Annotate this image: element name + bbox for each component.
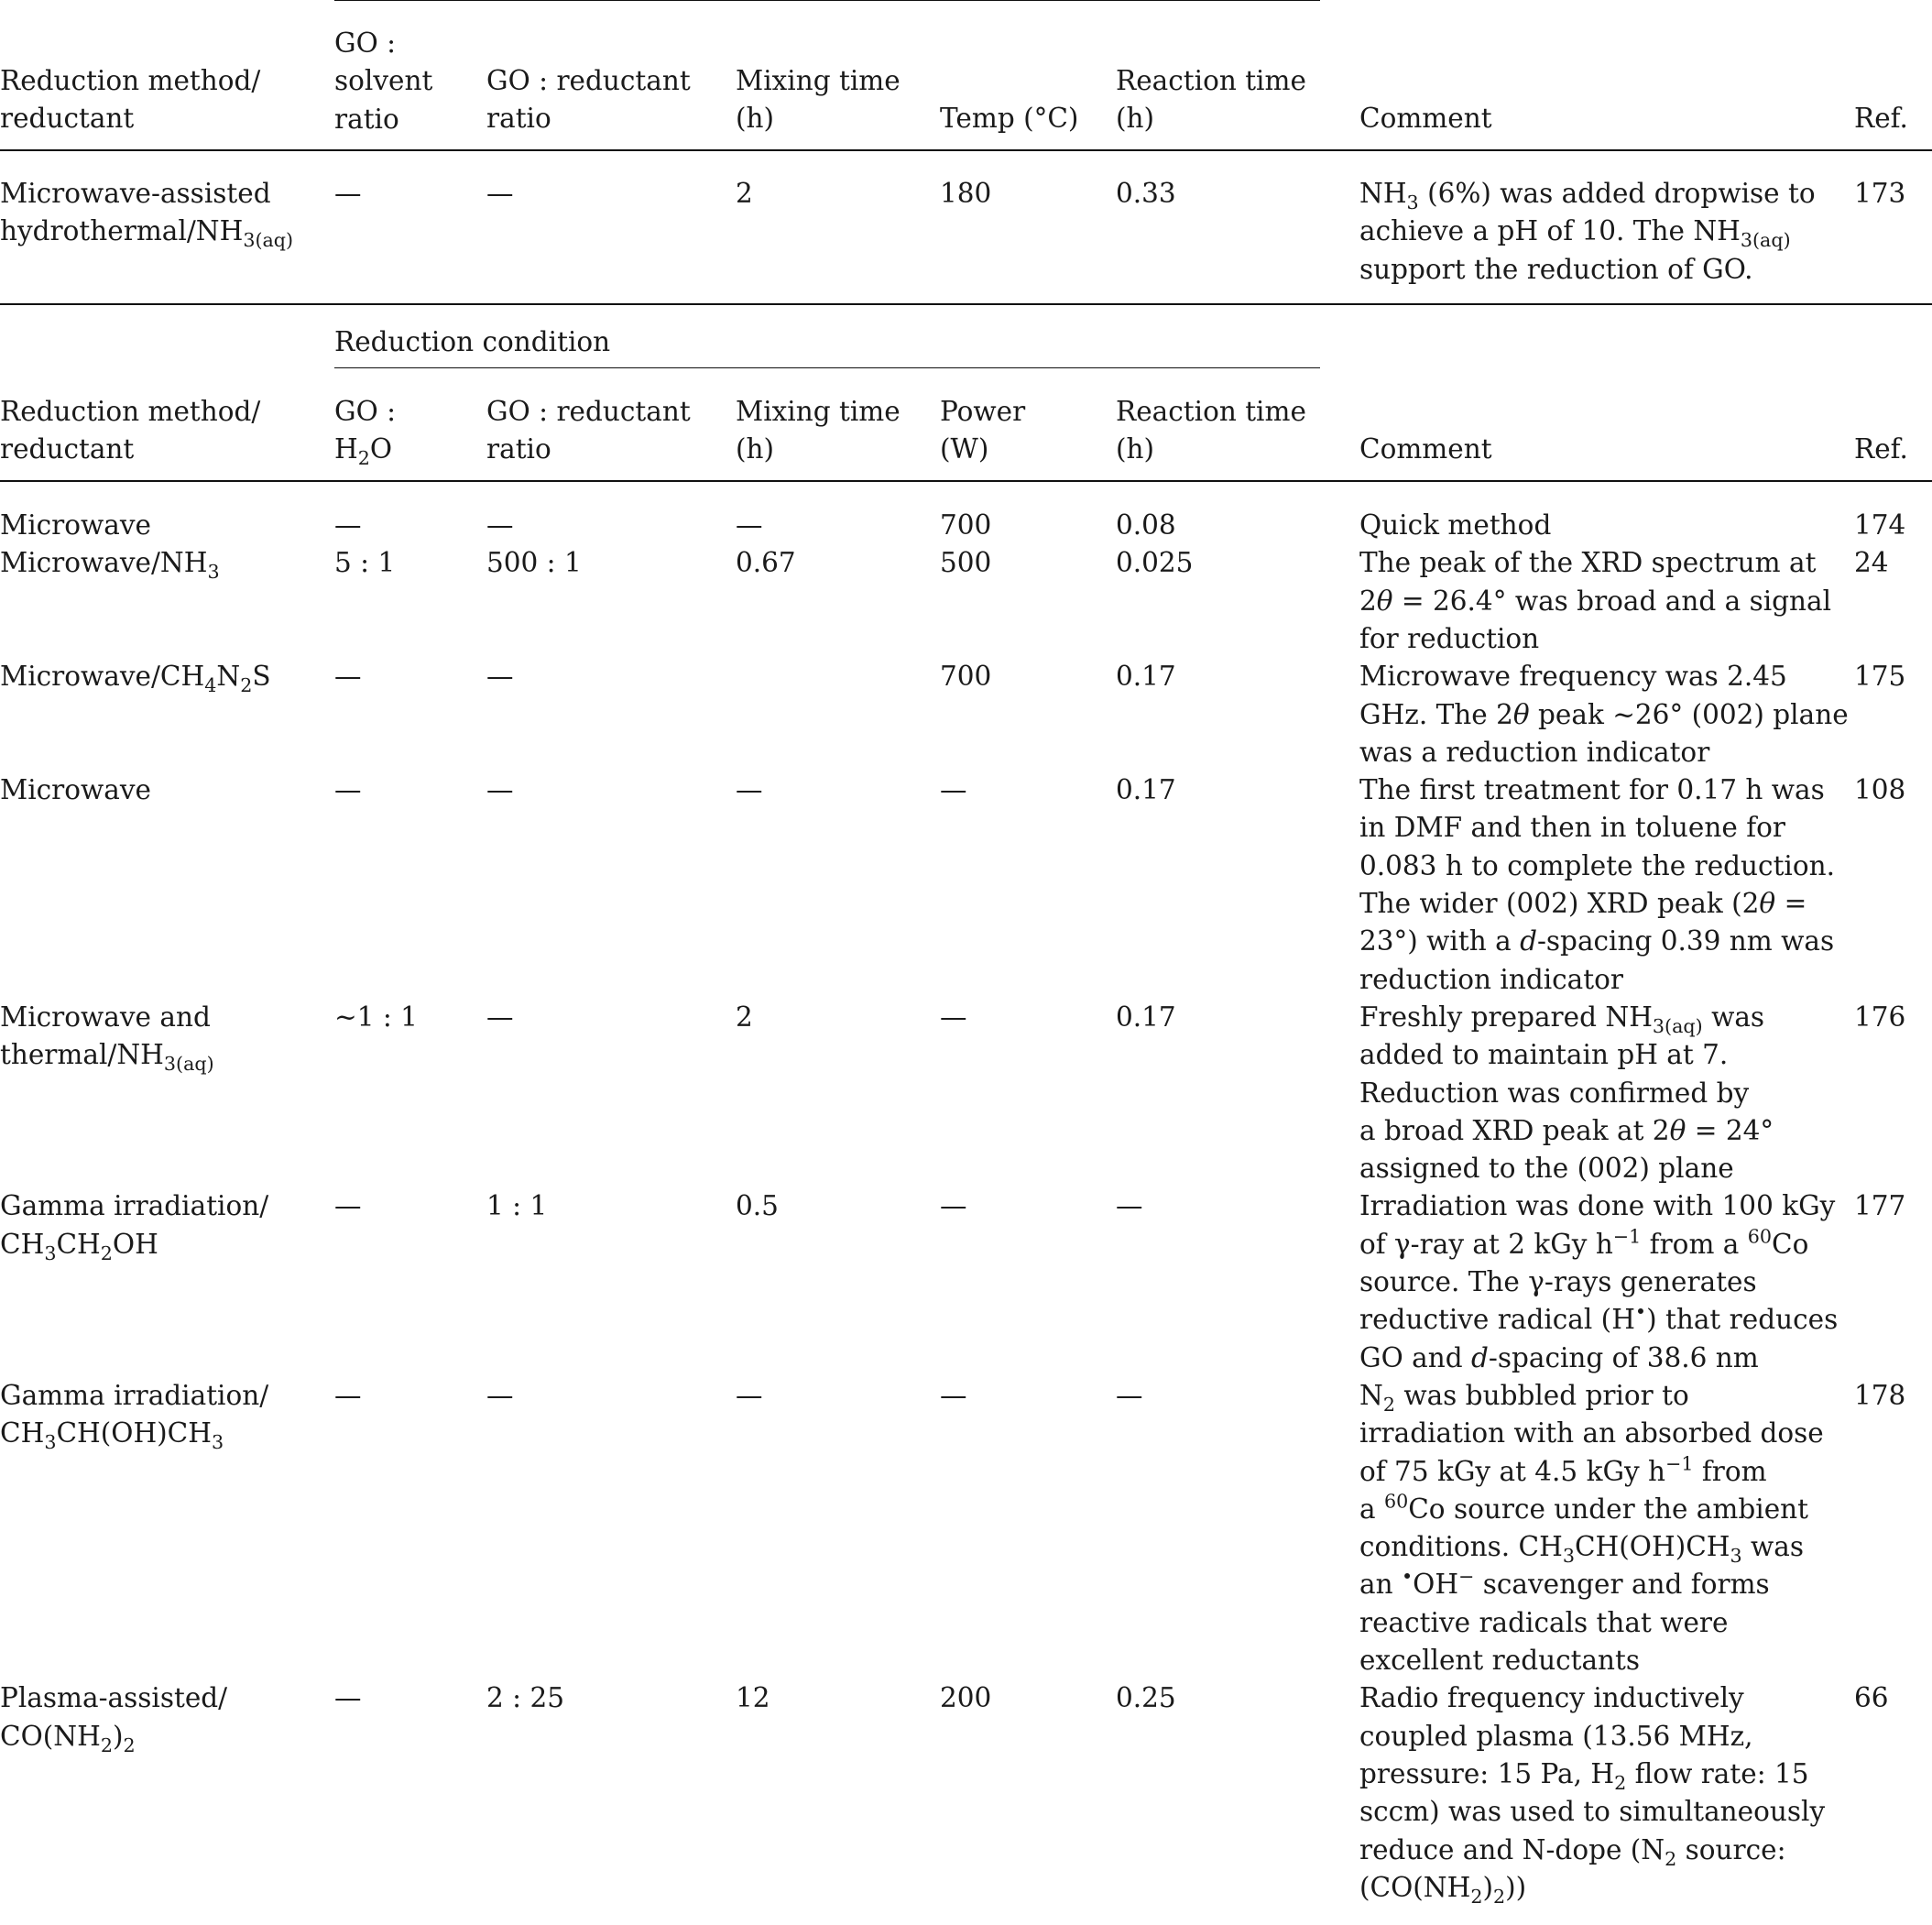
cell-comment-line: The wider (002) XRD peak (2θ =	[1359, 888, 1807, 919]
header-ref: Ref.	[1854, 433, 1908, 465]
cell-go-reductant: —	[486, 1001, 514, 1033]
cell-reaction-time: 0.17	[1116, 1001, 1176, 1033]
cell-comment-line: GO and d-spacing of 38.6 nm	[1359, 1341, 1759, 1373]
cell-ref: 66	[1854, 1682, 1889, 1714]
cell-comment-line: $(CO(NH_2)_2)$)	[1359, 1871, 1527, 1909]
cell-comment-line: of 75 kGy at 4.5 kGy $h^{-1}$ from	[1359, 1452, 1767, 1487]
cell-method-line: Microwave-assisted	[0, 178, 271, 209]
cell-method-line: Microwave/$NH_3$	[0, 547, 220, 584]
header-reaction-time-line: (h)	[1116, 103, 1155, 135]
cell-method-line: $CO(NH_2)_2$	[0, 1720, 136, 1756]
cell-comment-line: added to maintain pH at 7.	[1359, 1039, 1729, 1071]
cell-comment-line: Quick method	[1359, 509, 1552, 541]
cell-power: 200	[940, 1682, 992, 1714]
cell-comment-line: a $^{60}$Co source under the ambient	[1359, 1490, 1809, 1525]
cell-ref: 174	[1854, 509, 1906, 541]
cell-comment-line: coupled plasma (13.56 MHz,	[1359, 1720, 1753, 1752]
header-method-line: Reduction method/	[0, 396, 261, 427]
cell-go-h2o: —	[334, 1682, 362, 1714]
cell-comment-line: a broad XRD peak at 2θ = 24°	[1359, 1114, 1774, 1146]
header-go-solvent-line: GO :	[334, 27, 397, 59]
cell-ref: 175	[1854, 661, 1906, 693]
cell-comment-line: irradiation with an absorbed dose	[1359, 1417, 1824, 1449]
cell-comment-line: reduce and N-dope ($N_2$ source:	[1359, 1833, 1786, 1870]
cell-go-reductant: —	[486, 509, 514, 541]
cell-ref: 178	[1854, 1379, 1906, 1411]
cell-method-line: Microwave	[0, 774, 151, 806]
cell-comment-line: 0.083 h to complete the reduction.	[1359, 849, 1836, 881]
cell-comment-line: support the reduction of GO.	[1359, 253, 1753, 285]
header-reaction-time-line: (h)	[1116, 433, 1155, 465]
cell-method-line: Microwave	[0, 509, 151, 541]
cell-method-line: $CH_3CH_2OH$	[0, 1228, 158, 1264]
header-method-line: Reduction method/	[0, 65, 261, 96]
cell-method-line: Microwave/$CH_4N_2S$	[0, 661, 271, 697]
cell-reaction-time: 0.08	[1116, 509, 1176, 541]
cell-go-reductant: —	[486, 1379, 514, 1411]
cell-power: 500	[940, 547, 992, 579]
header-go-h2o-line: $H_2O$	[334, 433, 393, 470]
header-go-h2o-line: GO :	[334, 396, 397, 427]
cell-mixing-time: 0.5	[736, 1190, 779, 1222]
header-go-solvent-line: ratio	[334, 103, 399, 135]
cell-comment-line: Radio frequency inductively	[1359, 1682, 1744, 1714]
cell-go-reductant: 500 : 1	[486, 547, 582, 579]
cell-comment-line: Microwave frequency was 2.45	[1359, 661, 1787, 693]
header-mixing-time-line: Mixing time	[736, 65, 901, 96]
cell-comment-line: 2θ = 26.4° was broad and a signal	[1359, 585, 1832, 617]
cell-go-solvent: —	[334, 178, 362, 209]
header-go-reductant-line: GO : reductant	[486, 396, 691, 427]
header-go-reductant-line: ratio	[486, 103, 551, 135]
cell-mixing-time: —	[736, 1379, 763, 1411]
cell-method-line: Gamma irradiation/	[0, 1190, 269, 1222]
cell-comment-line: achieve a pH of 10. The $NH_{3(aq)}$	[1359, 215, 1791, 252]
header-reaction-time-line: Reaction time	[1116, 65, 1306, 96]
header-comment: Comment	[1359, 103, 1492, 134]
cell-ref: 108	[1854, 774, 1906, 806]
group-label-reduction-condition: Reduction condition	[334, 326, 611, 357]
cell-method-line: Plasma-assisted/	[0, 1682, 228, 1714]
cell-ref: 177	[1854, 1190, 1906, 1222]
header-comment: Comment	[1359, 433, 1492, 465]
cell-comment-line: for reduction	[1359, 622, 1540, 654]
header-method-line: reductant	[0, 433, 135, 465]
cell-go-h2o: 5 : 1	[334, 547, 396, 579]
cell-comment-line: $N_2$ was bubbled prior to	[1359, 1379, 1689, 1416]
cell-comment-line: The peak of the XRD spectrum at	[1359, 547, 1817, 579]
cell-go-h2o: —	[334, 774, 362, 806]
cell-comment-line: reactive radicals that were	[1359, 1606, 1729, 1638]
cell-method-line: Gamma irradiation/	[0, 1379, 269, 1411]
cell-comment-line: The first treatment for 0.17 h was	[1359, 774, 1825, 806]
cell-mixing-time: 2	[736, 1001, 753, 1033]
header-go-reductant-line: ratio	[486, 433, 551, 465]
cell-comment-line: sccm) was used to simultaneously	[1359, 1796, 1826, 1828]
cell-reaction-time: 0.33	[1116, 178, 1176, 209]
cell-ref: 173	[1854, 178, 1906, 209]
header-go-reductant-line: GO : reductant	[486, 65, 691, 96]
cell-comment-line: in DMF and then in toluene for	[1359, 812, 1785, 844]
cell-comment-line: $NH_3$ (6%) was added dropwise to	[1359, 178, 1816, 214]
cell-go-reductant: —	[486, 774, 514, 806]
cell-go-h2o: —	[334, 1379, 362, 1411]
cell-reaction-time: —	[1116, 1190, 1143, 1222]
group-rule-bottom	[334, 367, 1320, 368]
cell-comment-line: GHz. The 2θ peak ∼26° (002) plane	[1359, 698, 1849, 730]
cell-method-line: $CH_3CH(OH)CH_3$	[0, 1417, 224, 1454]
header-ref: Ref.	[1854, 103, 1908, 134]
cell-temp: 180	[940, 178, 992, 209]
cell-mixing-time: 12	[736, 1682, 770, 1714]
cell-comment-line: Reduction was confirmed by	[1359, 1077, 1750, 1109]
cell-go-h2o: ∼1 : 1	[334, 1001, 418, 1033]
cell-comment-line: reduction indicator	[1359, 963, 1623, 995]
cell-go-h2o: —	[334, 661, 362, 693]
cell-comment-line: reductive radical (H•) that reduces	[1359, 1300, 1839, 1336]
cell-go-h2o: —	[334, 509, 362, 541]
cell-comment-line: Freshly prepared $NH_{3(aq)}$ was	[1359, 1001, 1765, 1038]
cell-go-reductant: —	[486, 661, 514, 693]
cell-mixing-time: 0.67	[736, 547, 796, 579]
header-mixing-time-line: (h)	[736, 433, 775, 465]
header-reaction-time-line: Reaction time	[1116, 396, 1306, 427]
cell-ref: 24	[1854, 547, 1889, 579]
cell-comment-line: conditions. $CH_3CH(OH)CH_3$ was	[1359, 1531, 1805, 1568]
header-mixing-time-line: (h)	[736, 103, 775, 135]
header-temp-line: Temp (°C)	[940, 103, 1079, 134]
header-method-line: reductant	[0, 103, 135, 135]
cell-method-line: Microwave and	[0, 1001, 211, 1033]
cell-ref: 176	[1854, 1001, 1906, 1033]
cell-reaction-time: 0.17	[1116, 661, 1176, 693]
cell-mixing-time: —	[736, 774, 763, 806]
cell-mixing-time: —	[736, 509, 763, 541]
cell-reaction-time: —	[1116, 1379, 1143, 1411]
cell-go-reductant: 1 : 1	[486, 1190, 548, 1222]
group-rule-top	[334, 0, 1320, 1]
cell-power: —	[940, 1190, 967, 1222]
cell-comment-line: assigned to the (002) plane	[1359, 1153, 1734, 1185]
header-power-line: Power	[940, 396, 1026, 427]
cell-comment-line: excellent reductants	[1359, 1645, 1641, 1676]
header-power-line: (W)	[940, 433, 989, 465]
cell-method-line: hydrothermal/$NH_{3(aq)}$	[0, 215, 294, 252]
cell-comment-line: source. The γ-rays generates	[1359, 1266, 1757, 1297]
cell-power: —	[940, 774, 967, 806]
cell-comment-line: of γ-ray at 2 kGy $h^{-1}$ from a $^{60}$Co	[1359, 1225, 1809, 1260]
cell-comment-line: an •OH− scavenger and forms	[1359, 1566, 1770, 1601]
cell-mixing-time: 2	[736, 178, 753, 209]
cell-power: —	[940, 1379, 967, 1411]
cell-method-line: thermal/$NH_{3(aq)}$	[0, 1039, 214, 1076]
header-mixing-time-line: Mixing time	[736, 396, 901, 427]
cell-power: 700	[940, 509, 992, 541]
cell-comment-line: Irradiation was done with 100 kGy	[1359, 1190, 1836, 1222]
cell-power: —	[940, 1001, 967, 1033]
cell-comment-line: was a reduction indicator	[1359, 736, 1710, 768]
header-rule-bottom	[0, 480, 1932, 482]
cell-comment-line: 23°) with a d-spacing 0.39 nm was	[1359, 925, 1835, 957]
section-divider-rule	[0, 303, 1932, 305]
header-go-solvent-line: solvent	[334, 65, 433, 97]
cell-reaction-time: 0.25	[1116, 1682, 1176, 1714]
cell-go-reductant: —	[486, 178, 514, 209]
cell-power: 700	[940, 661, 992, 693]
cell-reaction-time: 0.025	[1116, 547, 1194, 579]
cell-comment-line: pressure: 15 Pa, $H_2$ flow rate: 15	[1359, 1757, 1809, 1795]
cell-reaction-time: 0.17	[1116, 774, 1176, 806]
header-rule-top	[0, 149, 1932, 151]
cell-go-reductant: 2 : 25	[486, 1682, 564, 1714]
cell-go-h2o: —	[334, 1190, 362, 1222]
